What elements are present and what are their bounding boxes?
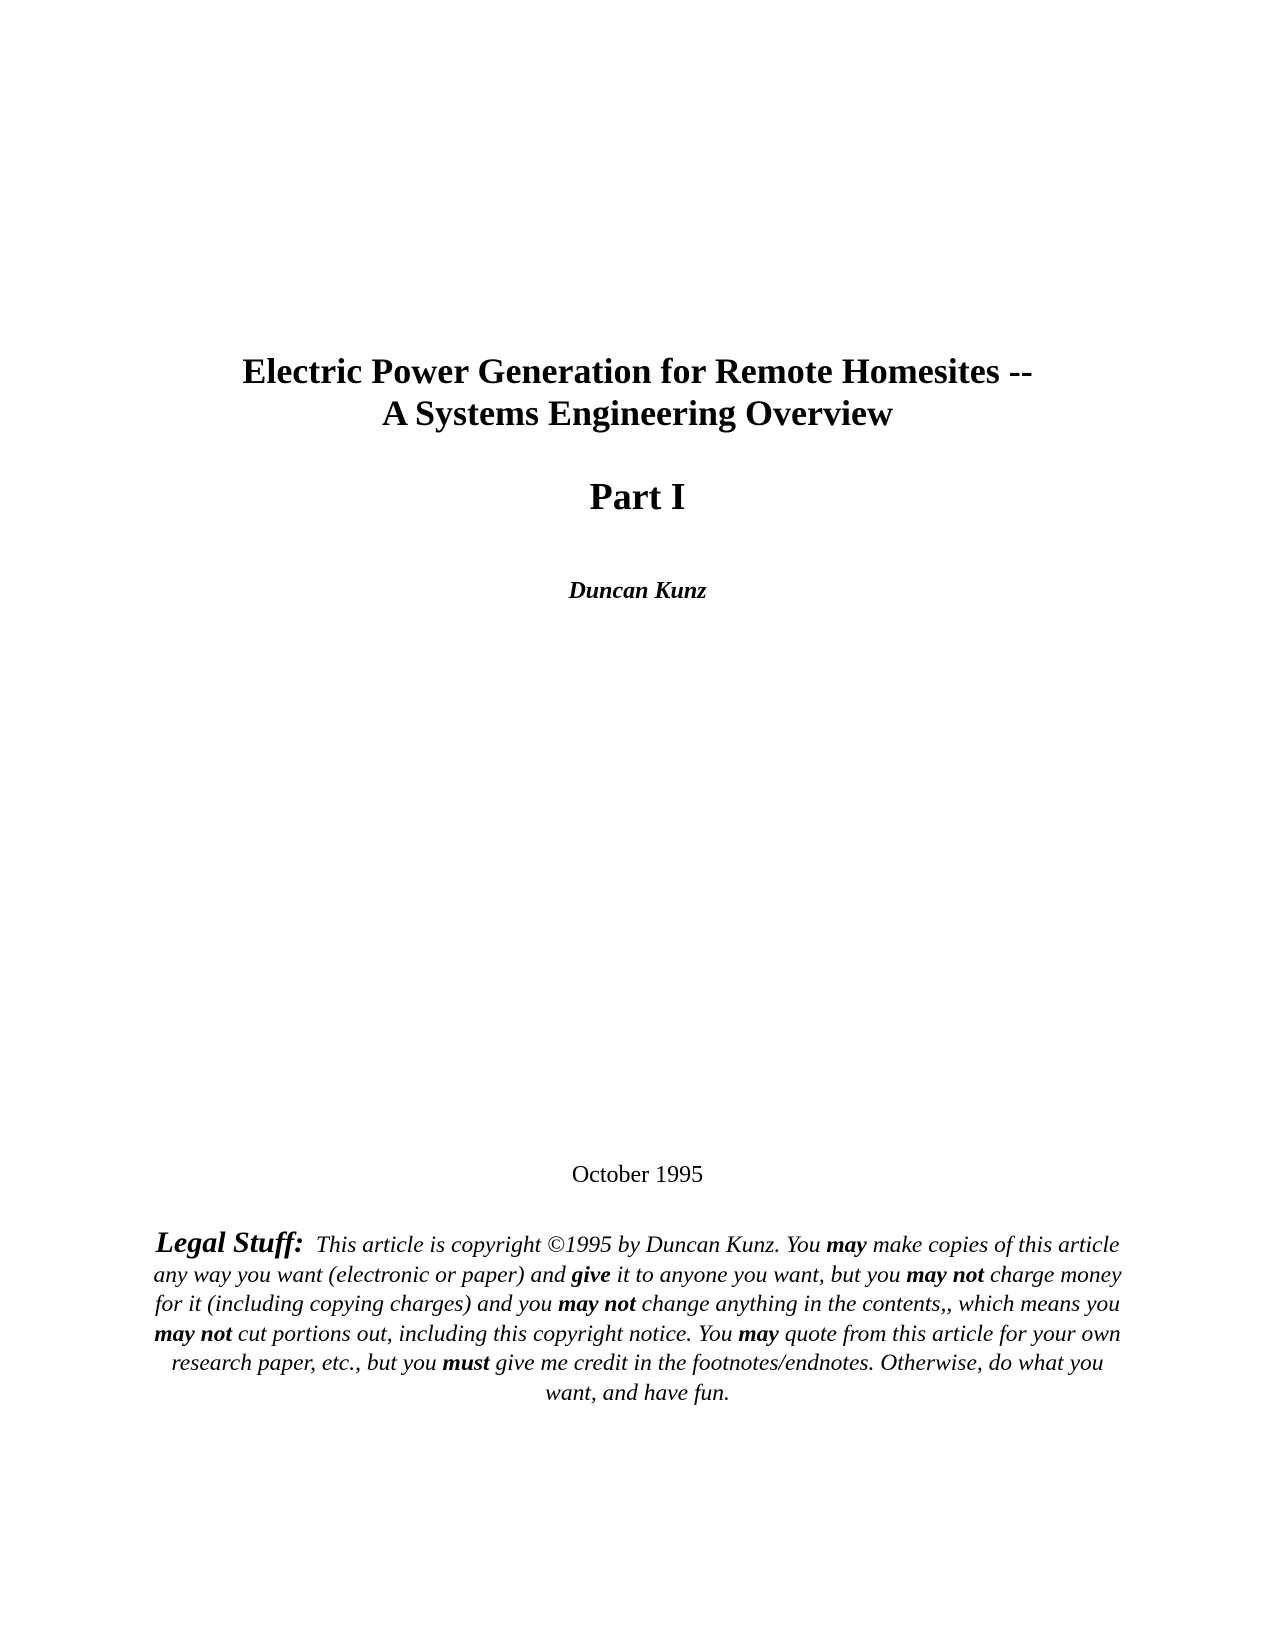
- legal-emphasis-2: give: [571, 1261, 611, 1288]
- legal-emphasis-6: may: [738, 1320, 779, 1347]
- author-name: Duncan Kunz: [568, 578, 707, 604]
- legal-emphasis-4: may not: [558, 1291, 636, 1317]
- legal-text-3: it to anyone you want, but you: [610, 1261, 907, 1288]
- legal-emphasis-7: must: [442, 1350, 490, 1376]
- publication-date: October 1995: [571, 1162, 704, 1188]
- title-line-1: Electric Power Generation for Remote Homesites --: [242, 351, 1033, 391]
- document-title: [0, 350, 1275, 434]
- legal-text-4: charge money for it (including copying charges) and you: [154, 1261, 1122, 1317]
- legal-notice: [150, 1228, 1125, 1408]
- legal-text-1: This article is copyright ©1995 by Duncan Kunz. You: [315, 1232, 827, 1258]
- legal-emphasis-5: may not: [154, 1320, 233, 1347]
- legal-text-6: cut portions out, including this copyright notice. You: [232, 1320, 739, 1347]
- legal-heading: Legal Stuff:: [155, 1226, 305, 1259]
- legal-emphasis-1: may: [826, 1232, 867, 1258]
- legal-text-7: quote from this article for your own research paper, etc., but you: [171, 1320, 1121, 1376]
- legal-text-5: change anything in the contents,, which means you: [635, 1291, 1121, 1317]
- legal-text-2: make copies of this article any way you want (electronic or paper) and: [153, 1232, 1120, 1288]
- legal-emphasis-3: may not: [906, 1261, 985, 1288]
- title-line-2: A Systems Engineering Overview: [382, 393, 893, 433]
- legal-text-8: give me credit in the footnotes/endnotes. Otherwise, do what you want, and have fun.: [489, 1350, 1104, 1406]
- part-heading: Part I: [589, 476, 686, 518]
